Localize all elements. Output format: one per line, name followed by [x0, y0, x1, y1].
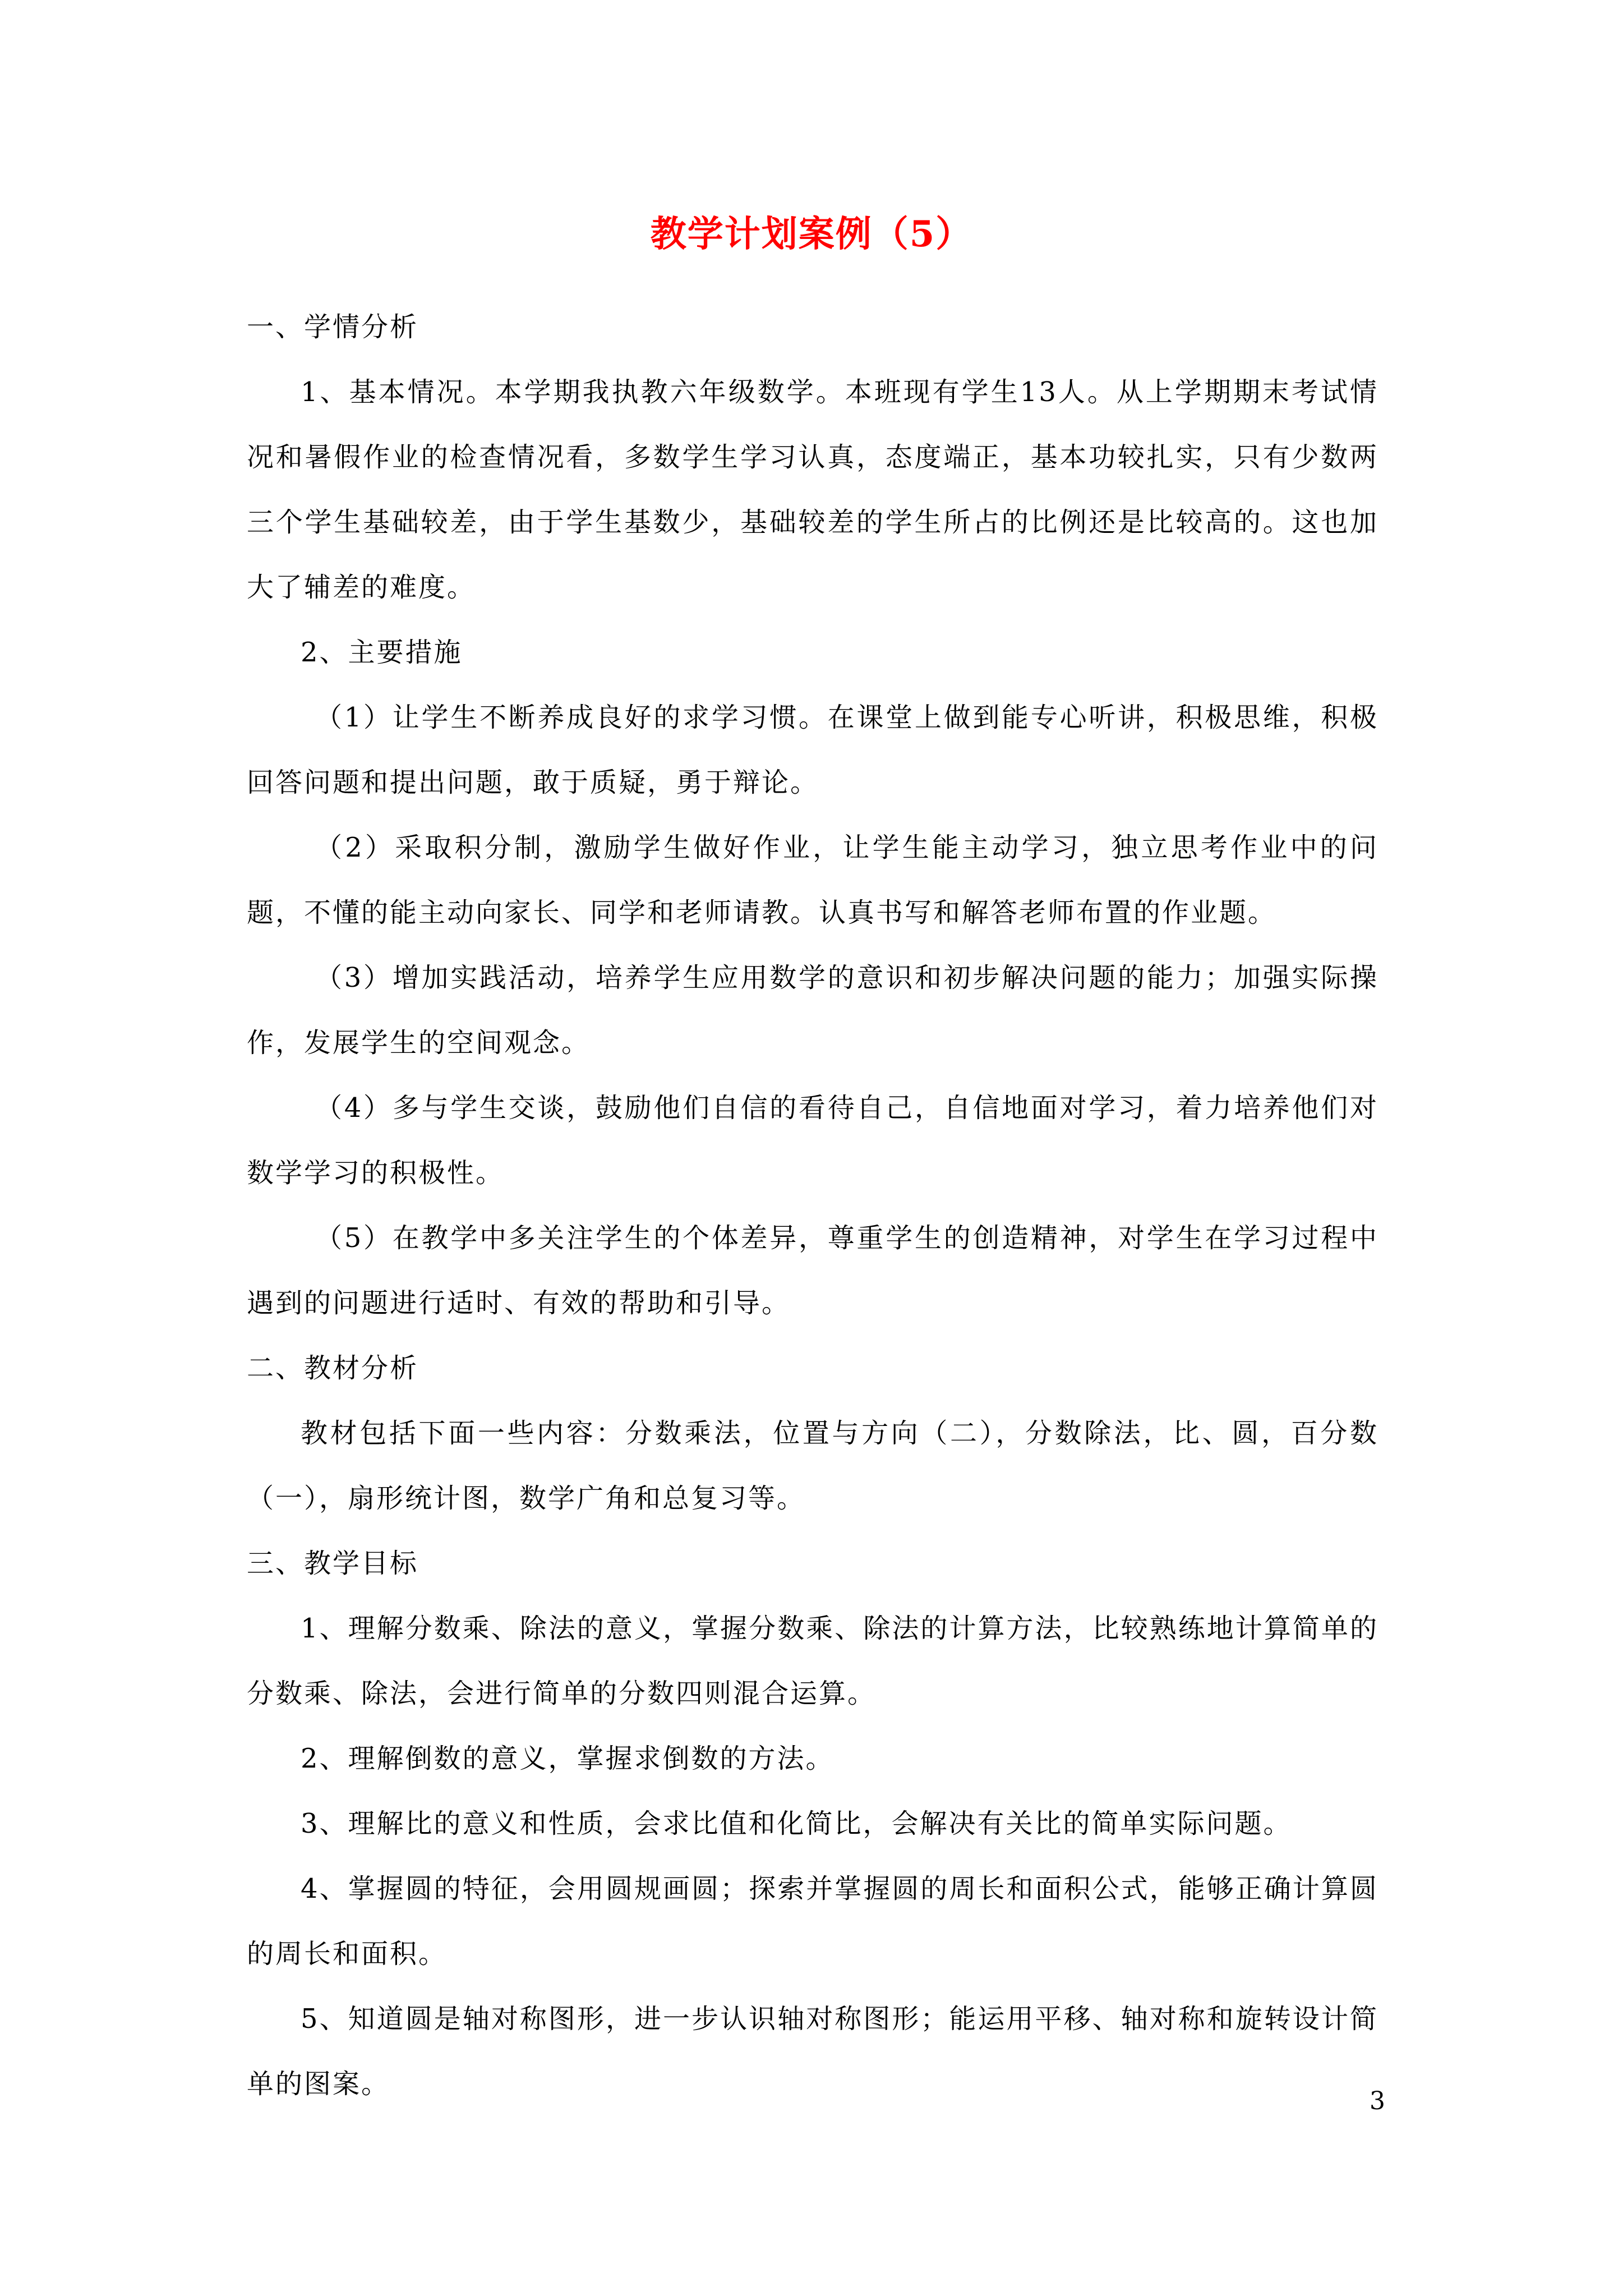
paragraph-measure-5: （5）在教学中多关注学生的个体差异，尊重学生的创造精神，对学生在学习过程中遇到的问题进行适时、有效的帮助和引导。 — [247, 1222, 1378, 1319]
document-body — [247, 295, 1378, 2116]
paragraph-main-measures-heading: 2、主要措施 — [301, 637, 463, 668]
section-heading-student-analysis: 一、学情分析 — [247, 311, 419, 343]
paragraph-goal-4: 4、掌握圆的特征，会用圆规画圆；探索并掌握圆的周长和面积公式，能够正确计算圆的周长和面积。 — [247, 1873, 1378, 1970]
paragraph-goal-2: 2、理解倒数的意义，掌握求倒数的方法。 — [301, 1743, 834, 1774]
document-title: 教学计划案例（5） — [650, 213, 973, 255]
paragraph-measure-2: （2）采取积分制，激励学生做好作业，让学生能主动学习，独立思考作业中的问题，不懂的能主动向家长、同学和老师请教。认真书写和解答老师布置的作业题。 — [247, 832, 1378, 928]
section-heading-textbook-analysis: 二、教材分析 — [247, 1352, 419, 1384]
section-heading-teaching-goals: 三、教学目标 — [247, 1548, 419, 1579]
paragraph-measure-3: （3）增加实践活动，培养学生应用数学的意识和初步解决问题的能力；加强实际操作，发展学生的空间观念。 — [247, 962, 1378, 1059]
paragraph-basic-situation: 1、基本情况。本学期我执教六年级数学。本班现有学生13人。从上学期期末考试情况和暑假作业的检查情况看，多数学生学习认真，态度端正，基本功较扎实，只有少数两三个学生基础较差，由于学生基数少，基础较差的学生所占的比例还是比较高的。这也加大了辅差的难度。 — [247, 376, 1378, 603]
paragraph-textbook-content: 教材包括下面一些内容：分数乘法，位置与方向（二），分数除法，比、圆，百分数（一），扇形统计图，数学广角和总复习等。 — [247, 1418, 1378, 1514]
paragraph-measure-4: （4）多与学生交谈，鼓励他们自信的看待自己，自信地面对学习，着力培养他们对数学学习的积极性。 — [247, 1092, 1378, 1189]
paragraph-goal-3: 3、理解比的意义和性质，会求比值和化简比，会解决有关比的简单实际问题。 — [301, 1808, 1292, 1839]
paragraph-measure-1: （1）让学生不断养成良好的求学习惯。在课堂上做到能专心听讲，积极思维，积极回答问题和提出问题，敢于质疑，勇于辩论。 — [247, 702, 1378, 798]
paragraph-goal-1: 1、理解分数乘、除法的意义，掌握分数乘、除法的计算方法，比较熟练地计算简单的分数乘、除法，会进行简单的分数四则混合运算。 — [247, 1613, 1378, 1709]
paragraph-goal-5: 5、知道圆是轴对称图形，进一步认识轴对称图形；能运用平移、轴对称和旋转设计简单的图案。 — [247, 2003, 1378, 2100]
page-number: 3 — [1370, 2087, 1385, 2115]
